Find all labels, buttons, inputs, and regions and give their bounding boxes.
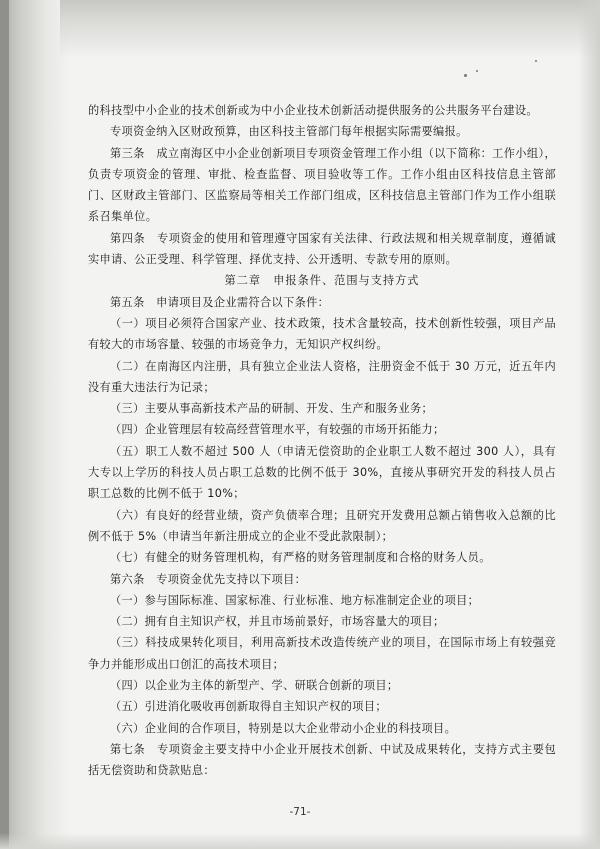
- scan-speck: [476, 70, 478, 72]
- chapter-2-title: 第二章 申报条件、范围与支持方式: [224, 274, 420, 288]
- bottom-scan-edge: [0, 833, 600, 849]
- article-7: 第七条 专项资金主要支持中小企业开展技术创新、中试及成果转化，支持方式主要包括无偿资助和贷款贴息：: [88, 742, 556, 778]
- article-5-item-3: （三）主要从事高新技术产品的研制、开发、生产和服务业务；: [110, 402, 434, 416]
- scan-edge-strip: [0, 0, 9, 849]
- binding-shadow: [0, 0, 70, 849]
- article-5-item-5: （五）职工人数不超过 500 人（申请无偿资助的企业职工人数不超过 300 人），具有大专以上学历的科技人员占职工总数的比例不低于 30%，直接从事研究开发的科技人员占职工总数的比例不低于 10%；: [88, 444, 556, 501]
- article-5-item-4: （四）企业管理层有较高经营管理水平，有较强的市场开拓能力；: [110, 423, 445, 437]
- page-number: -71-: [289, 806, 311, 818]
- article-4: 第四条 专项资金的使用和管理遵守国家有关法律、行政法规和相关规章制度，遵循诚实申请、公正受理、科学管理、择优支持、公开透明、专款专用的原则。: [88, 231, 556, 267]
- top-scan-shadow: [60, 0, 600, 58]
- line-1: 专项资金纳入区财政预算，由区科技主管部门每年根据实际需要编报。: [110, 125, 468, 139]
- article-5-item-2: （二）在南海区内注册，具有独立企业法人资格，注册资金不低于 30 万元，近五年内没有重大违法行为记录；: [88, 359, 556, 394]
- article-3: 第三条 成立南海区中小企业创新项目专项资金管理工作小组（以下简称：工作小组），负责专项资金的管理、审批、检查监督、项目验收等工作。工作小组由区科技信息主管部门、区财政主管部门、区监察局等相关工作部门组成，区科技信息主管部门作为工作小组联系召集单位。: [88, 146, 556, 224]
- article-6: 第六条 专项资金优先支持以下项目：: [110, 572, 307, 586]
- article-6-item-2: （二）拥有自主知识产权，并且市场前景好，市场容量大的项目；: [110, 615, 445, 629]
- article-6-item-1: （一）参与国际标准、国家标准、行业标准、地方标准制定企业的项目；: [110, 593, 480, 607]
- article-6-item-3: （三）科技成果转化项目，利用高新技术改造传统产业的项目，在国际市场上有较强竞争力并能形成出口创汇的高技术项目；: [88, 636, 556, 671]
- article-6-item-5: （五）引进消化吸收再创新取得自主知识产权的项目；: [110, 700, 387, 714]
- scan-speck: [464, 74, 467, 77]
- article-5: 第五条 申请项目及企业需符合以下条件：: [110, 295, 330, 309]
- line-0: 的科技型中小企业的技术创新或为中小企业技术创新活动提供服务的公共服务平台建设。: [88, 104, 538, 117]
- article-6-item-4: （四）以企业为主体的新型产、学、研联合创新的项目；: [110, 679, 399, 693]
- article-5-item-1: （一）项目必须符合国家产业、技术政策，技术含量较高，技术创新性较强，项目产品有较大的市场容量、较强的市场竞争力，无知识产权纠纷。: [88, 316, 556, 352]
- article-5-item-6: （六）有良好的经营业绩，资产负债率合理；且研究开发费用总额占销售收入总额的比例不低于 5%（申请当年新注册成立的企业不受此款限制）；: [88, 508, 556, 543]
- document-body: [88, 100, 556, 782]
- scan-speck: [535, 60, 537, 62]
- article-5-item-7: （七）有健全的财务管理机构，有严格的财务管理制度和合格的财务人员。: [110, 551, 491, 565]
- right-scan-edge: [578, 0, 600, 849]
- article-6-item-6: （六）企业间的合作项目，特别是以大企业带动小企业的科技项目。: [110, 721, 457, 735]
